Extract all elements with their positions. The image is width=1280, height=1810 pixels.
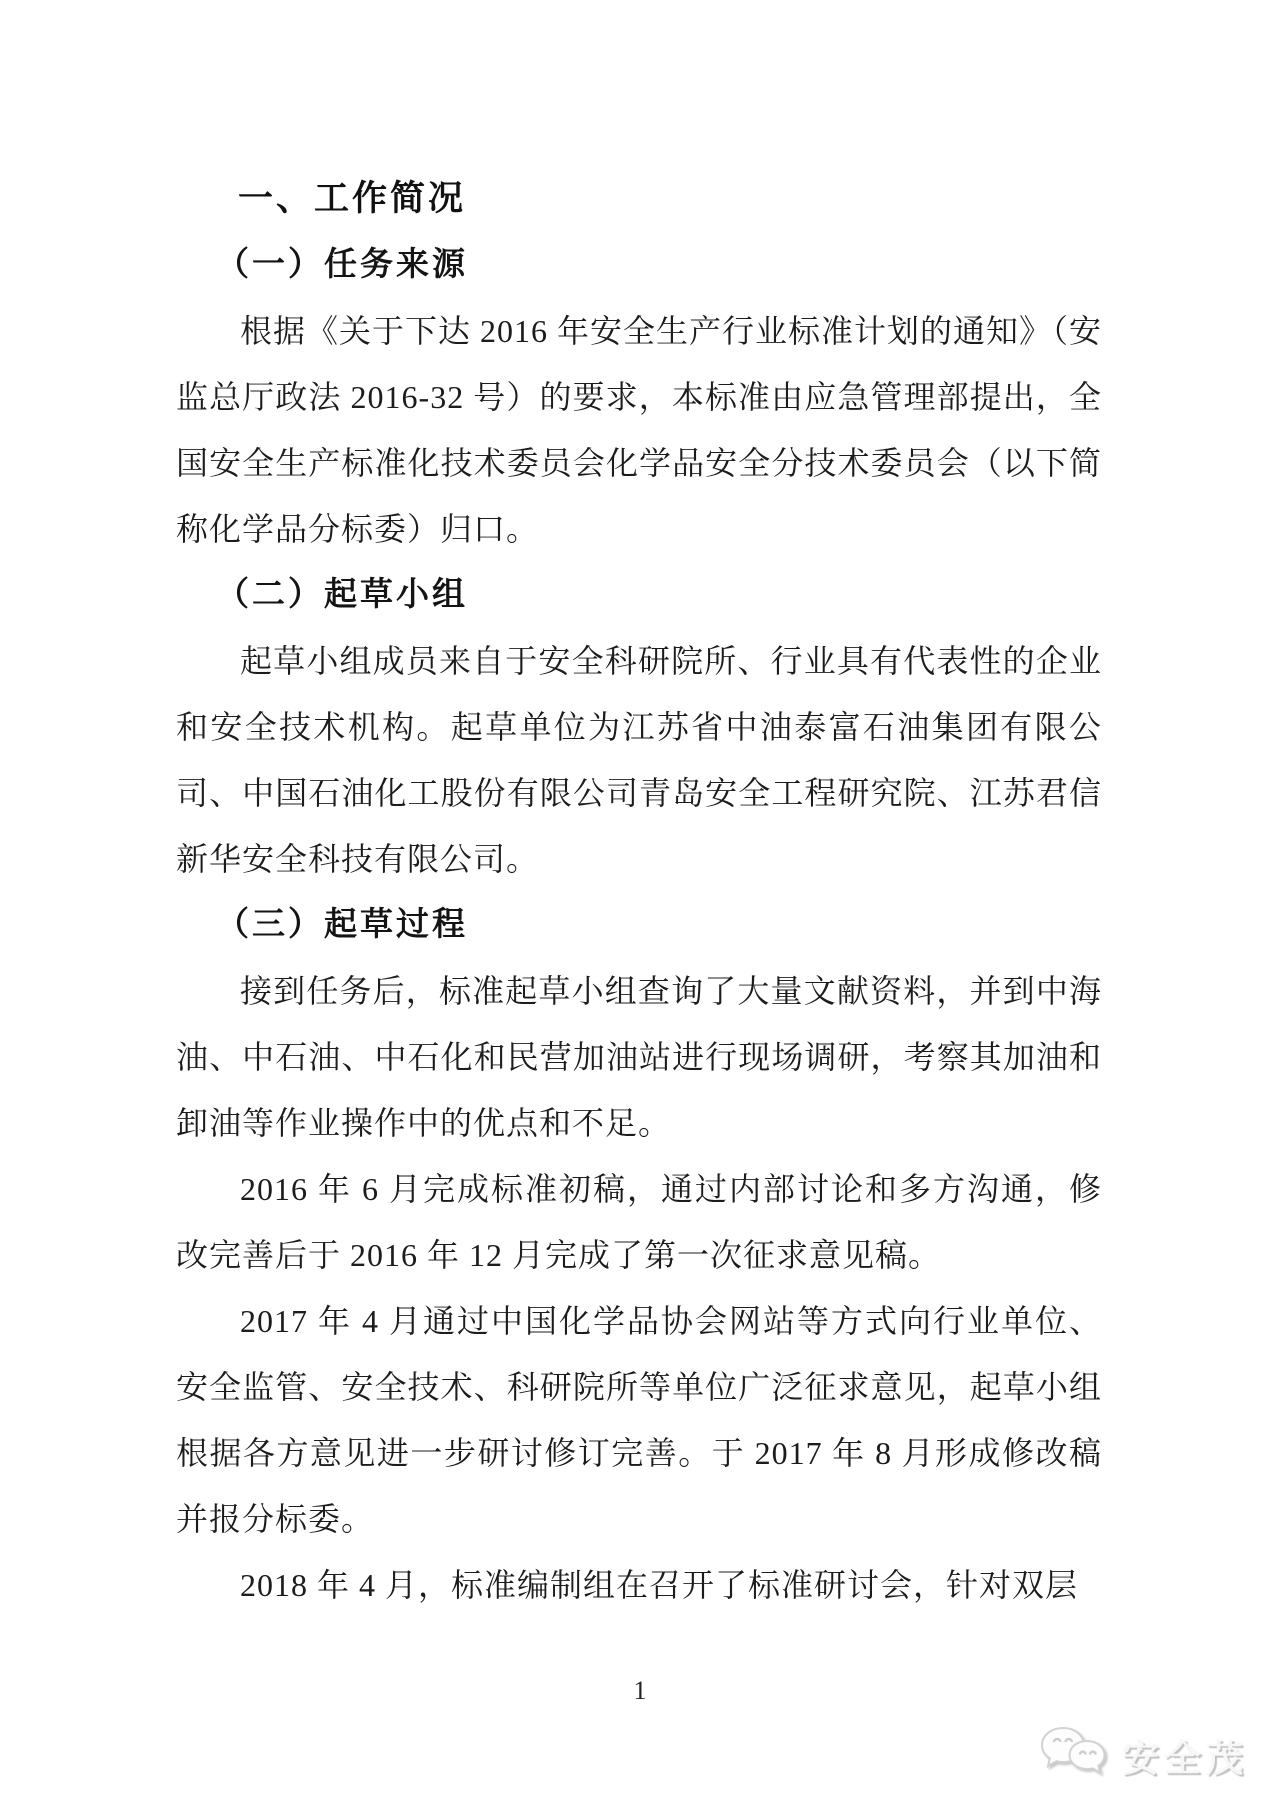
- body-paragraph: 2018 年 4 月，标准编制组在召开了标准研讨会，针对双层: [240, 1567, 1079, 1603]
- body-paragraph: 起草小组成员来自于安全科研院所、行业具有代表性的企业和安全技术机构。起草单位为江苏省中油泰富石油集团有限公司、中国石油化工股份有限公司青岛安全工程研究院、江苏君信新华安全科技有限公司。: [176, 643, 1102, 877]
- page-title: 一、工作简况: [238, 179, 467, 218]
- watermark: [1038, 1725, 1248, 1784]
- page-number: 1: [633, 1676, 647, 1705]
- document-content: [176, 166, 1102, 1618]
- body-paragraph: 接到任务后，标准起草小组查询了大量文献资料，并到中海油、中石油、中石化和民营加油站进行现场调研，考察其加油和卸油等作业操作中的优点和不足。: [176, 973, 1102, 1141]
- wechat-bubbles-icon: [1038, 1725, 1112, 1784]
- section-heading-drafting-group: （二）起草小组: [216, 577, 468, 613]
- body-paragraph: 2017 年 4 月通过中国化学品协会网站等方式向行业单位、安全监管、安全技术、科研院所等单位广泛征求意见，起草小组根据各方意见进一步研讨修订完善。于 2017 年 8 月形成修改稿并报分标委。: [176, 1303, 1102, 1537]
- body-paragraph: 2016 年 6 月完成标准初稿，通过内部讨论和多方沟通，修改完善后于 2016 年 12 月完成了第一次征求意见稿。: [176, 1171, 1102, 1273]
- watermark-label: 安全茂: [1122, 1737, 1248, 1779]
- section-heading-task-source: （一）任务来源: [216, 247, 468, 283]
- body-paragraph: 根据《关于下达 2016 年安全生产行业标准计划的通知》（安监总厅政法 2016-32 号）的要求，本标准由应急管理部提出，全国安全生产标准化技术委员会化学品安全分技术委员会（以下简称化学品分标委）归口。: [176, 313, 1103, 547]
- section-heading-drafting-process: （三）起草过程: [216, 907, 468, 943]
